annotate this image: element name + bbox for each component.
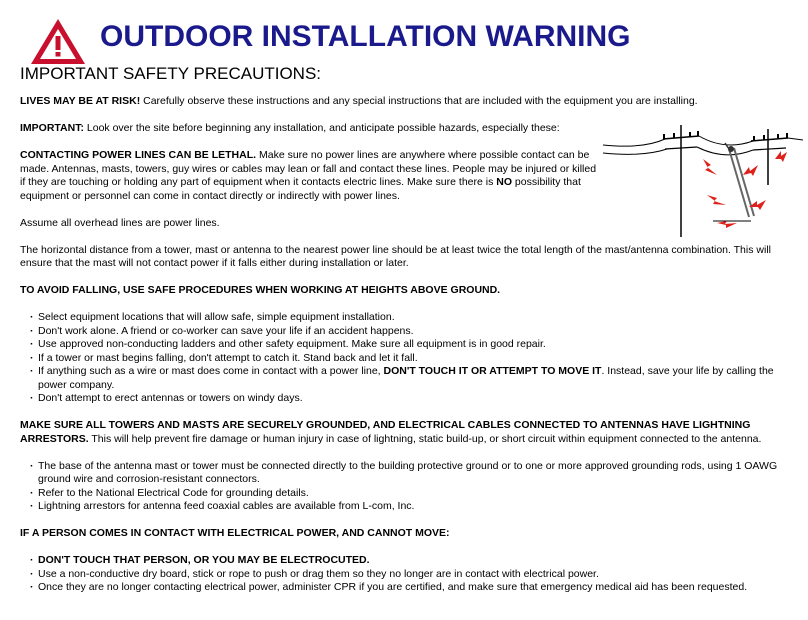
list-electrical-contact bbox=[20, 554, 800, 595]
list-item: · Use approved non-conducting ladders and other safety equipment. Make sure all equipment is in good repair. bbox=[30, 338, 800, 352]
list-item: · If anything such as a wire or mast does come in contact with a power line, DON'T TOUCH IT OR ATTEMPT TO MOVE IT. Instead, save your life by calling the power company. bbox=[30, 365, 800, 392]
heading-avoid-falling: TO AVOID FALLING, USE SAFE PROCEDURES WHEN WORKING AT HEIGHTS ABOVE GROUND. bbox=[20, 284, 501, 296]
list-item: · Select equipment locations that will allow safe, simple equipment installation. bbox=[30, 311, 800, 325]
paragraph-grounding: MAKE SURE ALL TOWERS AND MASTS ARE SECURELY GROUNDED, AND ELECTRICAL CABLES CONNECTED TO ANTENNAS HAVE LIGHTNING ARRESTORS. This will help prevent fire damage or human injury in case of lightning, static build-up, or short circuit within equipment connected to the antenna. bbox=[20, 419, 762, 445]
list-item: · Don't attempt to erect antennas or towers on windy days. bbox=[30, 392, 800, 406]
list-item: · Lightning arrestors for antenna feed coaxial cables are available from L-com, Inc. bbox=[30, 500, 800, 514]
page-subtitle: IMPORTANT SAFETY PRECAUTIONS: bbox=[20, 64, 322, 83]
paragraph-important: IMPORTANT: Look over the site before beginning any installation, and anticipate possible hazards, especially these: bbox=[20, 122, 560, 134]
list-item: · Use a non-conductive dry board, stick or rope to push or drag them so they no longer are in contact with electrical power. bbox=[30, 568, 800, 582]
paragraph-power-lines: CONTACTING POWER LINES CAN BE LETHAL. Make sure no power lines are anywhere where possible contact can be made. Antennas, masts, towers, guy wires or cables may lean or fall and contact these lines. People may be injured or killed if they are touching or holding any part of equipment when it contacts electric lines. Make sure there is NO possibility that equipment or personnel can come in contact directly or indirectly with power lines. bbox=[20, 149, 597, 202]
list-item: · Don't work alone. A friend or co-worker can save your life if an accident happens. bbox=[30, 325, 800, 339]
list-item: · Refer to the National Electrical Code for grounding details. bbox=[30, 487, 800, 501]
paragraph-lives-at-risk: LIVES MAY BE AT RISK! Carefully observe these instructions and any special instructions that are included with the equipment you are installing. bbox=[20, 95, 698, 107]
list-grounding bbox=[20, 460, 800, 514]
list-avoid-falling bbox=[20, 311, 800, 406]
paragraph-distance: The horizontal distance from a tower, mast or antenna to the nearest power line should be at least twice the total length of the mast/antenna combination. This will ensure that the mast will not contact power if it falls either during installation or later. bbox=[20, 243, 771, 269]
heading-electrical-contact: IF A PERSON COMES IN CONTACT WITH ELECTRICAL POWER, AND CANNOT MOVE: bbox=[20, 527, 450, 539]
paragraph-assume-power: Assume all overhead lines are power lines. bbox=[20, 216, 220, 229]
warning-content bbox=[20, 95, 800, 595]
list-item: · Once they are no longer contacting electrical power, administer CPR if you are certified, and make sure that emergency medical aid has been requested. bbox=[30, 581, 800, 595]
warning-triangle-icon bbox=[29, 17, 87, 67]
page-title: OUTDOOR INSTALLATION WARNING bbox=[100, 20, 631, 53]
list-item: · If a tower or mast begins falling, don't attempt to catch it. Stand back and let it fall. bbox=[30, 352, 800, 366]
list-item: · DON'T TOUCH THAT PERSON, OR YOU MAY BE ELECTROCUTED. bbox=[30, 554, 800, 568]
warning-header bbox=[20, 14, 800, 66]
list-item: · The base of the antenna mast or tower must be connected directly to the building protective ground or to one or more approved grounding rods, using 1 OAWG ground wire and corrosion-resistant connectors. bbox=[30, 460, 800, 487]
